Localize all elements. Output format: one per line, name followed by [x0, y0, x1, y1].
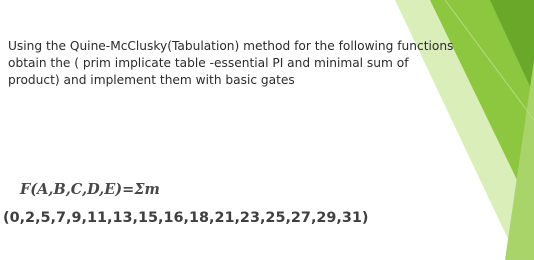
question-line-3: product) and implement them with basic gates	[8, 73, 295, 87]
question-line-1: Using the Quine-McClusky(Tabulation) method for the following functions	[8, 39, 454, 53]
minterm-list: (0,2,5,7,9,11,13,15,16,18,21,23,25,27,29,31)	[3, 210, 369, 226]
question-line-2: obtain the ( prim implicate table -essential PI and minimal sum of	[8, 56, 409, 70]
function-label: F(A,B,C,D,E)=Σm	[20, 181, 160, 198]
question-text	[8, 38, 530, 89]
